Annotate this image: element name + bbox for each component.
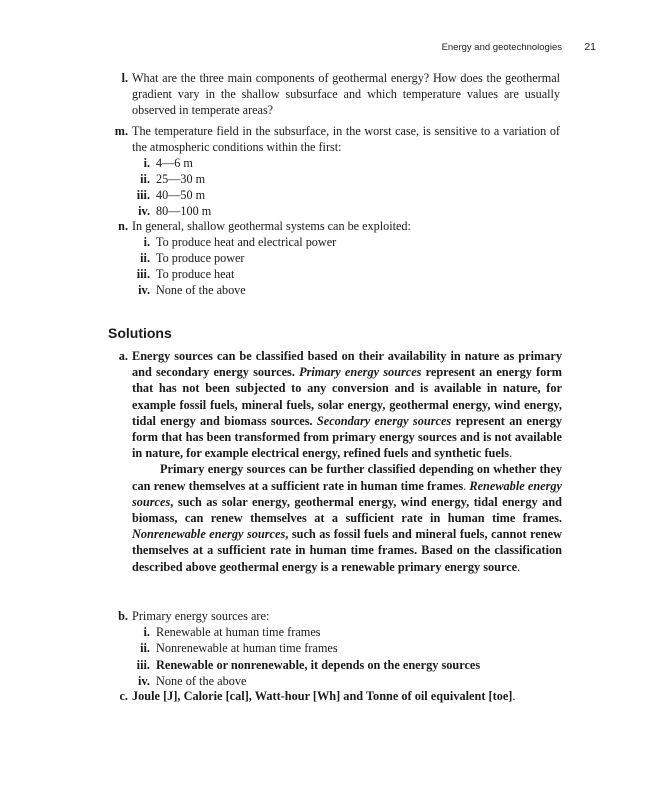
emphasis-term: Secondary energy sources	[316, 413, 452, 428]
option-label: iii.	[136, 267, 150, 281]
option-label: ii.	[140, 172, 150, 186]
option	[108, 203, 560, 219]
emphasis-term: Primary energy sources	[299, 365, 422, 380]
option-text: 25—30 m	[156, 172, 206, 186]
option-label: iv.	[138, 673, 150, 688]
page-number: 21	[584, 41, 596, 53]
option-text: 80—100 m	[156, 204, 212, 218]
solution-a-paragraph-1	[132, 348, 562, 461]
solution-text: Primary energy sources are:	[132, 609, 270, 623]
question-l	[108, 70, 560, 118]
option-label: i.	[143, 156, 150, 170]
option-text: Renewable or nonrenewable, it depends on the energy sources	[156, 657, 481, 672]
question-label: l.	[121, 71, 128, 85]
solution-label: c.	[119, 689, 128, 703]
option	[108, 250, 560, 266]
solution-a-paragraph-2	[132, 461, 562, 574]
option	[108, 234, 560, 250]
option-text: Renewable at human time frames	[156, 625, 321, 640]
option	[108, 624, 562, 640]
option-label: iii.	[136, 188, 150, 202]
text-run: , such as solar energy, geothermal energy, wind energy, tidal energy and biomass, can renew themselves at a sufficient rate in human time frames.	[132, 494, 562, 526]
running-header	[0, 40, 648, 56]
option-text: To produce power	[156, 251, 245, 265]
option-text: To produce heat	[156, 267, 235, 281]
question-text: What are the three main components of geothermal energy? How does the geothermal gradient vary in the shallow subsurface and which temperature values are usually observed in temperate areas?	[132, 71, 560, 117]
emphasis-term: Renewable energy sources	[132, 478, 563, 509]
solution-b	[108, 608, 562, 689]
option-label: i.	[143, 235, 150, 249]
option	[108, 155, 560, 171]
option-text: None of the above	[156, 283, 246, 297]
text-run: represent an energy form that has not been subjected to any conversion and is available in nature, for example fossil fuels, mineral fuels, solar energy, geothermal energy, wind energy, tidal energy and biomass sources.	[132, 365, 562, 428]
question-n	[108, 218, 560, 298]
text-run: , such as fossil fuels and mineral fuels, cannot renew themselves at a sufficient rate in human time frames. Based on the classification described above geothermal energy is a renewable primary energy source	[132, 527, 562, 574]
emphasis-term: Nonrenewable energy sources	[132, 527, 286, 542]
option	[108, 187, 560, 203]
option-text: None of the above	[156, 673, 247, 688]
option	[108, 640, 562, 656]
solution-text: Joule [J], Calorie [cal], Watt-hour [Wh] and Tonne of oil equivalent [toe]	[132, 689, 513, 703]
text-run: Energy sources can be classified based on their availability in nature as primary and secondary energy sources.	[132, 349, 562, 380]
question-label: m.	[114, 124, 128, 138]
option	[108, 282, 560, 298]
question-label: n.	[118, 219, 128, 233]
solution-label: a.	[118, 349, 128, 363]
running-title: Energy and geotechnologies	[441, 42, 562, 53]
option-label: iv.	[138, 283, 150, 297]
solution-label: b.	[118, 609, 128, 623]
text-run: .	[517, 559, 521, 574]
option-correct	[108, 657, 562, 673]
text-run: Primary energy sources can be further classified depending on whether they can renew themselves at a sufficient rate in human time frames	[132, 462, 562, 493]
text-run: .	[463, 478, 470, 493]
option	[108, 266, 560, 282]
option-text: 40—50 m	[156, 188, 206, 202]
text-run: .	[512, 689, 516, 703]
question-text: The temperature field in the subsurface, in the worst case, is sensitive to a variation of the atmospheric conditions within the first:	[132, 124, 560, 154]
option-label: iv.	[138, 204, 150, 218]
question-m	[108, 123, 560, 219]
question-text: In general, shallow geothermal systems can be exploited:	[132, 219, 411, 233]
option-text: Nonrenewable at human time frames	[156, 641, 338, 656]
text-run: represent an energy form that has been transformed from primary energy sources and is not available in nature, for example electrical energy, refined fuels and synthetic fuels	[132, 413, 563, 461]
option	[108, 171, 560, 187]
option-label: iii.	[136, 657, 150, 672]
text-run: .	[509, 446, 513, 461]
option-text: To produce heat and electrical power	[156, 235, 337, 249]
solution-c	[108, 688, 562, 704]
option-text: 4—6 m	[156, 156, 193, 170]
option-label: ii.	[140, 251, 150, 265]
solutions-heading: Solutions	[108, 325, 172, 341]
option	[108, 673, 562, 689]
solution-a	[108, 348, 562, 575]
option-label: ii.	[140, 641, 150, 656]
option-label: i.	[143, 625, 150, 640]
